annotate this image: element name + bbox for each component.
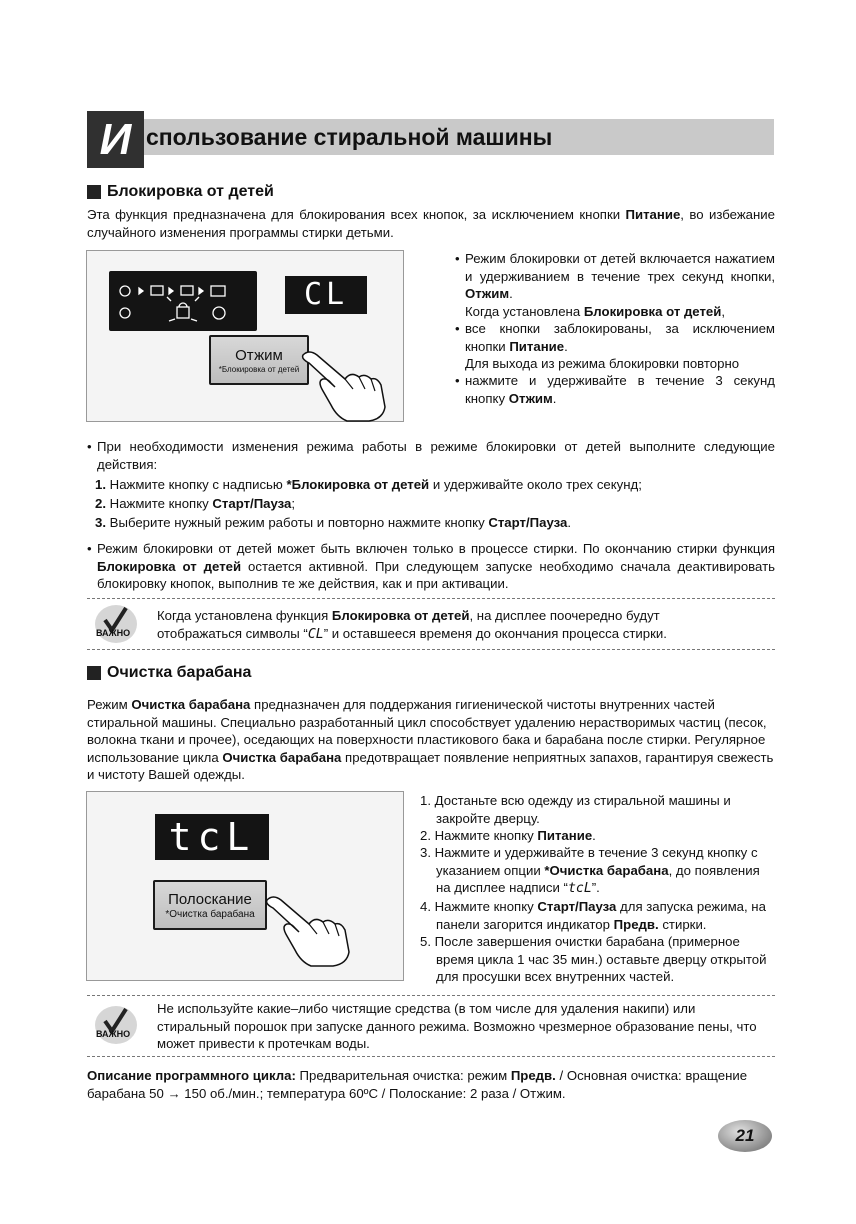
spin-button-sublabel: *Блокировка от детей: [218, 365, 300, 374]
drum-step-5: 5. После завершения очистки барабана (примерное время цикла 1 час 35 мин.) оставьте дверцу открытой для просушки всех внутренних частей.: [420, 934, 767, 984]
lcd-display-cl: CL: [285, 276, 367, 314]
rinse-button-label: Полоскание: [168, 891, 252, 908]
drum-clean-intro: Режим Очистка барабана предназначен для поддержания гигиенической чистоты внутренних частей стиральной машины. Специально разработанный цикл способствует удалению нерастворимых частиц (песок, волокна ткани и прочее), оседающих на поверхности пластикового бака и барабана после стирки. Регулярное использование цикла Очистка барабана предотвращает появление неприятных запахов, гарантируя свежесть и чистоту Вашей одежды.: [87, 697, 774, 782]
step-3: 3. Выберите нужный режим работы и повторно нажмите кнопку Старт/Пауза.: [95, 515, 572, 530]
finger-press-icon: [263, 890, 353, 968]
section-title-text: Очистка барабана: [107, 664, 252, 681]
finger-press-icon: [299, 345, 389, 423]
drum-step-4: 4. Нажмите кнопку Старт/Пауза для запуска режима, на панели загорится индикатор Предв. стирки.: [420, 899, 766, 932]
header-initial-letter: И: [87, 111, 144, 168]
important-label: ВАЖНО: [96, 628, 131, 638]
bullet-enable-lock: • Режим блокировки от детей включается нажатием и удерживанием в течение трех секунд кнопки, Отжим.: [455, 250, 775, 303]
section-title-child-lock: [87, 183, 274, 201]
divider: [87, 1056, 775, 1057]
section-title-text: Блокировка от детей: [107, 183, 274, 200]
square-bullet-icon: [87, 666, 101, 680]
program-cycle-description: Описание программного цикла: Предварительная очистка: режим Предв. / Основная очистка: вращение барабана 50 → 150 об./мин.; температура 60ºC / Полоскание: 2 раза / Отжим.: [87, 1068, 748, 1101]
page-title: спользование стиральной машины: [146, 124, 553, 150]
important-check-icon: [94, 602, 138, 646]
divider: [87, 649, 775, 650]
child-lock-steps: [95, 476, 642, 533]
lock-set-line: Когда установлена Блокировка от детей,: [465, 304, 726, 319]
drum-step-1: 1. Достаньте всю одежду из стиральной машины и закройте дверцу.: [420, 793, 731, 826]
bullet-exit-lock: • нажмите и удерживайте в течение 3 секунд кнопку Отжим.: [455, 372, 775, 407]
important-label: ВАЖНО: [96, 1029, 131, 1039]
tcl-symbol: tcL: [567, 881, 592, 896]
child-lock-illustration: [86, 250, 404, 422]
lcd-display-tcl: tcL: [155, 814, 269, 860]
indicator-icons: [109, 271, 257, 331]
rinse-button-sublabel: *Очистка барабана: [165, 909, 255, 920]
divider: [87, 598, 775, 599]
bullet-buttons-locked: • все кнопки заблокированы, за исключением кнопки Питание.: [455, 320, 775, 355]
step-2: 2. Нажмите кнопку Старт/Пауза;: [95, 496, 296, 511]
note-child-lock: Когда установлена функция Блокировка от детей, на дисплее поочередно будут отображаться символы “CL” и оставшееся временя до окончания процесса стирки.: [157, 608, 667, 642]
drum-step-3: 3. Нажмите и удерживайте в течение 3 секунд кнопку с указанием опции *Очистка барабана, до появления на дисплее надписи “tcL”.: [420, 845, 760, 896]
note-no-detergent: Не используйте какие–либо чистящие средства (в том числе для удаления накипи) или стиральный порошок при запуске данного режима. Возможно чрезмерное образование пены, что может привести к протечкам воды.: [157, 1001, 757, 1051]
bullet-lock-during-wash: • Режим блокировки от детей может быть включен только в процессе стирки. По окончанию стирки функция Блокировка от детей остается активной. При следующем запуске необходимо сначала деактивировать блокировку кнопок, выполнив те же действия, как и при активации.: [87, 540, 775, 593]
drum-step-2: 2. Нажмите кнопку Питание.: [420, 828, 596, 843]
child-lock-intro: Эта функция предназначена для блокирования всех кнопок, за исключением кнопки Питание, во избежание случайного изменения программы стирки детьми.: [87, 207, 775, 240]
page-number: 21: [718, 1120, 772, 1152]
divider: [87, 995, 775, 996]
cl-symbol: CL: [307, 626, 324, 642]
section-title-drum-clean: [87, 664, 251, 682]
spin-button-label: Отжим: [235, 347, 283, 364]
bullet-change-mode: • При необходимости изменения режима работы в режиме блокировки от детей выполните следующие действия:: [87, 438, 775, 473]
drum-clean-illustration: [86, 791, 404, 981]
control-panel-indicators: [109, 271, 257, 331]
important-check-icon: [94, 1003, 138, 1047]
spin-button[interactable]: [209, 335, 309, 385]
square-bullet-icon: [87, 185, 101, 199]
rinse-button[interactable]: [153, 880, 267, 930]
exit-lock-line: Для выхода из режима блокировки повторно: [465, 356, 740, 371]
step-1: 1. Нажмите кнопку с надписью *Блокировка от детей и удерживайте около трех секунд;: [95, 477, 642, 492]
